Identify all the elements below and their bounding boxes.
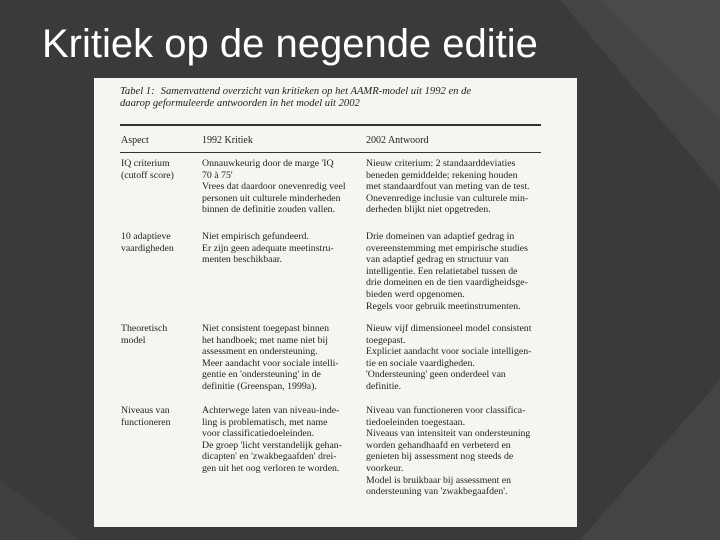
cell-line: 70 à 75' (202, 169, 233, 181)
cell-line: ling is problematisch, met name (202, 416, 328, 428)
table-caption-label: Tabel 1: (120, 86, 155, 97)
cell-line: model (121, 334, 146, 346)
cell-line: Drie domeinen van adaptief gedrag in (366, 231, 515, 242)
cell-aspect (121, 158, 174, 181)
cell-line: gen uit het oog verloren te worden. (202, 462, 340, 474)
header-aspect: Aspect (121, 135, 149, 146)
cell-line: intelligentie. Een relatietabel tussen de (366, 265, 518, 277)
header-1992-critique: 1992 Kritiek (202, 135, 253, 146)
cell-aspect (121, 323, 167, 346)
cell-1992-critique (202, 405, 342, 475)
cell-line: tiedoeleinden toegestaan. (366, 416, 466, 428)
slide-title: Kritiek op de negende editie (42, 22, 538, 66)
cell-line: Er zijn geen adequate meetinstru- (202, 242, 334, 254)
cell-line: overeenstemming met empirische studies (366, 242, 528, 254)
cell-aspect (121, 405, 171, 428)
table-caption-line: daarop geformuleerde antwoorden in het model uit 2002 (120, 98, 360, 109)
cell-line: Niveaus van intensiteit van ondersteuning (366, 428, 531, 440)
cell-line: Nieuw vijf dimensioneel model consistent (366, 323, 532, 334)
cell-line: menten beschikbaar. (202, 254, 282, 266)
cell-line: derheden blijkt niet opgetreden. (366, 204, 491, 216)
cell-line: Expliciet aandacht voor sociale intelligen- (366, 346, 532, 358)
header-rule (120, 152, 541, 153)
cell-line: tie en sociale vaardigheden. (366, 357, 475, 369)
cell-line: toegepast. (366, 334, 406, 346)
cell-line: Onnauwkeurig door de marge 'IQ (202, 158, 334, 169)
cell-line: Regels voor gebruik meetinstrumenten. (366, 300, 521, 312)
table-top-rule (120, 124, 541, 126)
cell-line: drie domeinen en de tien vaardigheidsge- (366, 277, 528, 289)
cell-line: voorkeur. (366, 462, 404, 474)
cell-line: IQ criterium (121, 158, 170, 169)
cell-line: De groep 'licht verstandelijk gehan- (202, 439, 342, 451)
cell-line: definitie. (366, 380, 402, 392)
cell-1992-critique (202, 158, 346, 216)
cell-line: Niveaus van (121, 405, 170, 416)
cell-line: 10 adaptieve (121, 231, 171, 242)
cell-line: van adaptief gedrag en structuur van (366, 254, 509, 266)
cell-line: functioneren (121, 416, 171, 428)
cell-line: worden gehandhaafd en verbeterd en (366, 439, 511, 451)
cell-line: Meer aandacht voor sociale intelli- (202, 357, 339, 369)
cell-line: (cutoff score) (121, 169, 174, 181)
cell-line: voor classificatiedoeleinden. (202, 428, 315, 440)
cell-2002-answer (366, 405, 530, 498)
cell-line: Vrees dat daardoor onevenredig veel (202, 181, 346, 193)
cell-2002-answer (366, 323, 531, 393)
cell-1992-critique (202, 231, 334, 266)
table-caption-line: Samenvattend overzicht van kritieken op het AAMR-model uit 1992 en de (160, 86, 472, 97)
cell-line: personen uit culturele minderheden (202, 192, 341, 204)
cell-line: ondersteuning van 'zwakbegaafden'. (366, 486, 508, 498)
cell-line: assessment en ondersteuning. (202, 346, 318, 358)
cell-line: beneden gemiddelde; rekening houden (366, 169, 518, 181)
cell-line: Nieuw criterium: 2 standaarddeviaties (366, 158, 516, 169)
cell-2002-answer (366, 231, 528, 312)
cell-line: Niveau van functioneren voor classifica- (366, 405, 526, 416)
cell-line: vaardigheden (121, 242, 174, 254)
cell-line: met standaardfout van meting van de test. (366, 181, 530, 193)
cell-aspect (121, 231, 174, 254)
cell-line: Achterwege laten van niveau-inde- (202, 405, 340, 416)
cell-1992-critique (202, 323, 339, 393)
cell-line: Theoretisch (121, 323, 168, 334)
scanned-table-image (94, 78, 577, 527)
cell-line: 'Ondersteuning' geen onderdeel van (366, 369, 506, 381)
cell-line: het handboek; met name niet bij (202, 334, 328, 346)
cell-line: binnen de definitie zouden vallen. (202, 204, 336, 216)
cell-line: definitie (Greenspan, 1999a). (202, 380, 317, 392)
cell-line: Model is bruikbaar bij assessment en (366, 474, 512, 486)
table-caption (120, 86, 560, 110)
cell-line: dicapten' en 'zwakbegaafden' drei- (202, 451, 337, 463)
cell-line: Onevenredige inclusie van culturele min- (366, 192, 529, 204)
cell-line: bieden werd opgenomen. (366, 288, 465, 300)
header-2002-answer: 2002 Antwoord (366, 135, 429, 146)
cell-line: Niet empirisch gefundeerd. (202, 231, 309, 242)
cell-line: Niet consistent toegepast binnen (202, 323, 330, 334)
cell-line: genieten bij assessment nog steeds de (366, 451, 514, 463)
cell-2002-answer (366, 158, 530, 216)
cell-line: gentie en 'ondersteuning' in de (202, 369, 321, 381)
